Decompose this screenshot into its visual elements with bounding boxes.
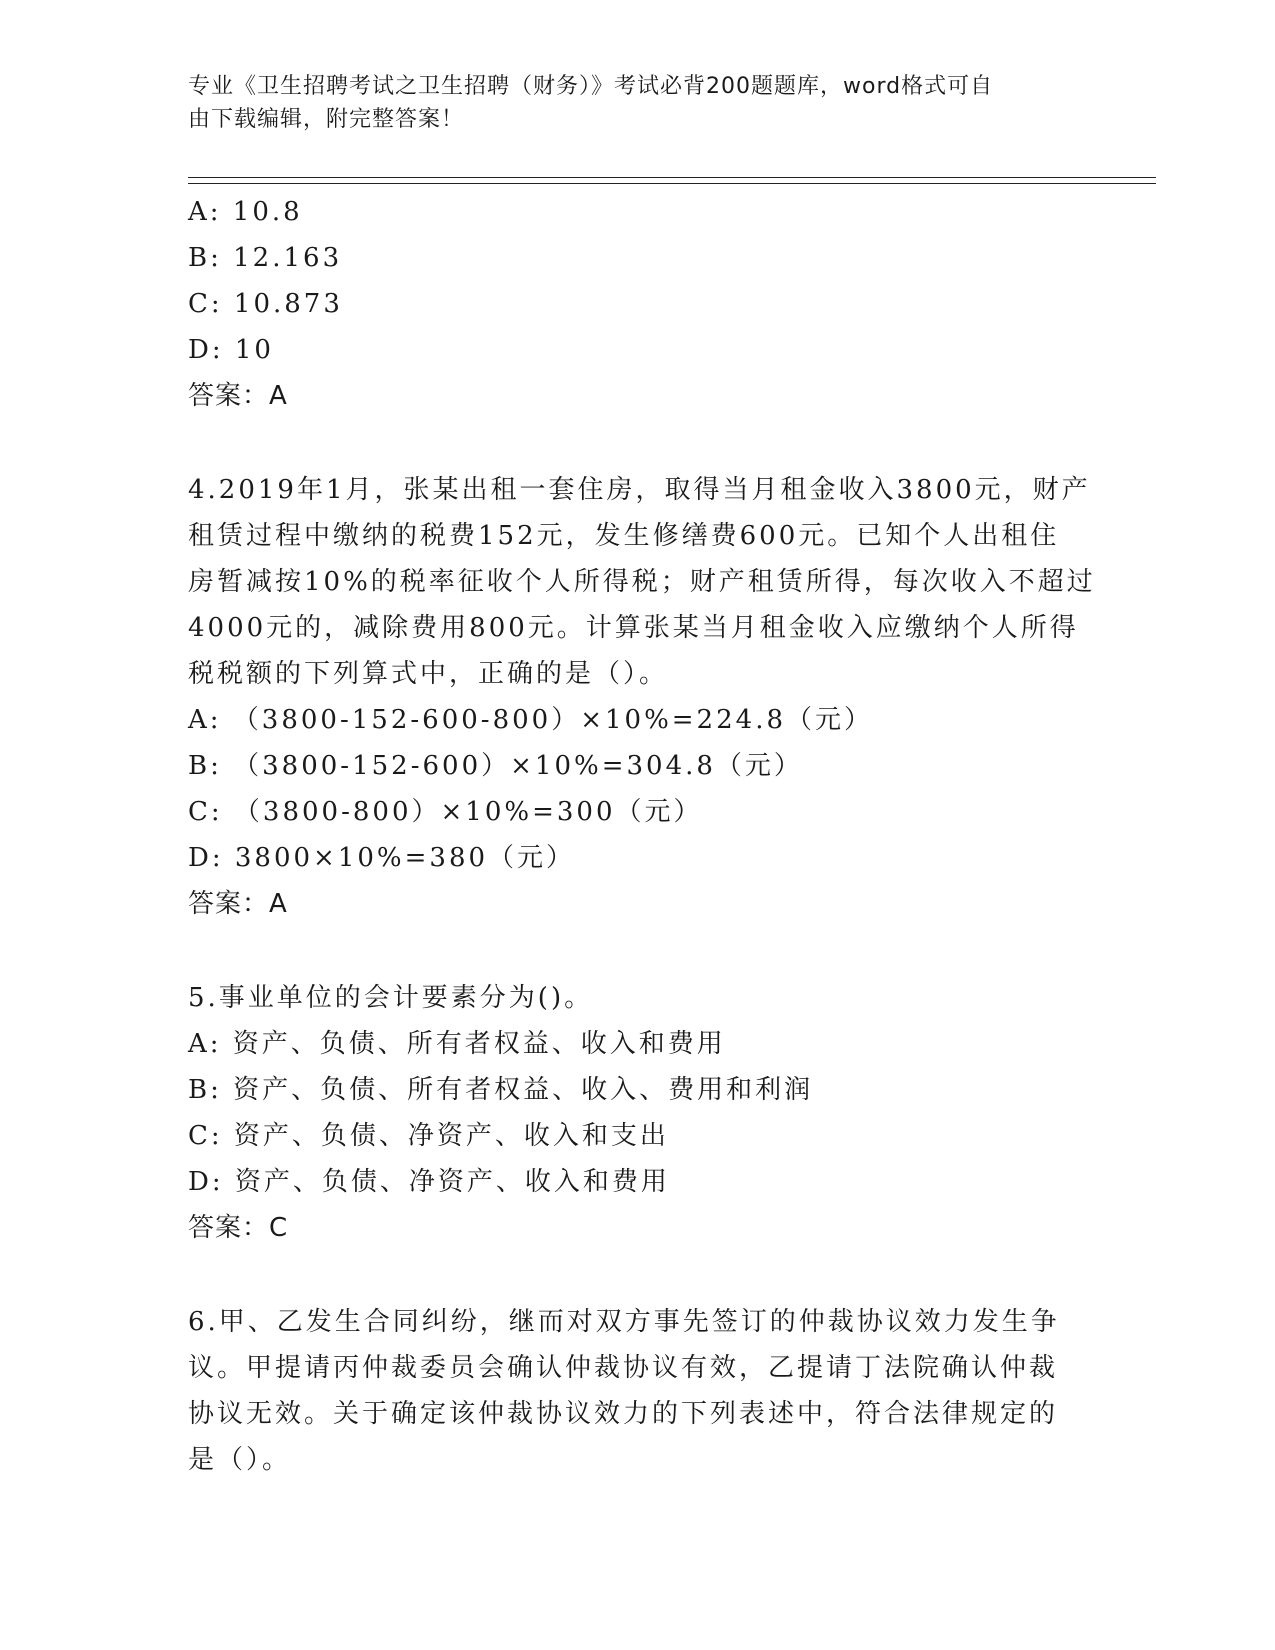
q6-stem-line-3: 协议无效。关于确定该仲裁协议效力的下列表述中，符合法律规定的 [188,1399,1059,1429]
header-divider-bottom [188,183,1156,184]
question-3 [188,189,1088,419]
question-6 [188,1299,1088,1483]
spacer [188,927,1088,975]
header-title-line-2: 由下载编辑，附完整答案！ [188,107,465,132]
q4-stem-line-3: 房暂减按10%的税率征收个人所得税；财产租赁所得，每次收入不超过 [188,567,1096,597]
q4-stem-line-2: 租赁过程中缴纳的税费152元，发生修缮费600元。已知个人出租住 [188,521,1060,551]
q3-option-a: A: 10.8 [188,197,303,227]
q5-option-b: B: 资产、负债、所有者权益、收入、费用和利润 [188,1075,814,1105]
q3-option-c: C: 10.873 [188,289,343,319]
q4-option-c: C: （3800-800）×10%=300（元） [188,797,703,827]
question-list [188,189,1096,1483]
q4-stem-line-5: 税税额的下列算式中，正确的是（）。 [188,659,669,689]
document-header [188,70,1068,136]
q3-answer: 答案：A [188,381,288,411]
q5-stem-line-1: 5.事业单位的会计要素分为()。 [188,983,594,1013]
q3-option-b: B: 12.163 [188,243,343,273]
q4-stem-line-1: 4.2019年1月，张某出租一套住房，取得当月租金收入3800元，财产 [188,475,1091,505]
q4-stem-line-4: 4000元的，减除费用800元。计算张某当月租金收入应缴纳个人所得 [188,613,1079,643]
q6-stem-line-2: 议。甲提请丙仲裁委员会确认仲裁协议有效，乙提请丁法院确认仲裁 [188,1353,1059,1383]
q4-option-d: D: 3800×10%=380（元） [188,843,576,873]
q4-option-b: B: （3800-152-600）×10%=304.8（元） [188,751,803,781]
q4-option-a: A: （3800-152-600-800）×10%=224.8（元） [188,705,873,735]
spacer [188,419,1088,467]
header-title-line-1: 专业《卫生招聘考试之卫生招聘（财务）》考试必背200题题库，word格式可自 [188,74,994,99]
question-4 [188,467,1096,927]
spacer [188,1251,1088,1299]
question-5 [188,975,1088,1251]
q5-option-a: A: 资产、负债、所有者权益、收入和费用 [188,1029,726,1059]
q3-option-d: D: 10 [188,335,274,365]
q4-answer: 答案：A [188,889,288,919]
header-divider-top [188,177,1156,178]
q5-option-c: C: 资产、负债、净资产、收入和支出 [188,1121,669,1151]
q6-stem-line-1: 6.甲、乙发生合同纠纷，继而对双方事先签订的仲裁协议效力发生争 [188,1307,1060,1337]
q5-answer: 答案：C [188,1213,289,1243]
q6-stem-line-4: 是（）。 [188,1445,292,1475]
q5-option-d: D: 资产、负债、净资产、收入和费用 [188,1167,670,1197]
